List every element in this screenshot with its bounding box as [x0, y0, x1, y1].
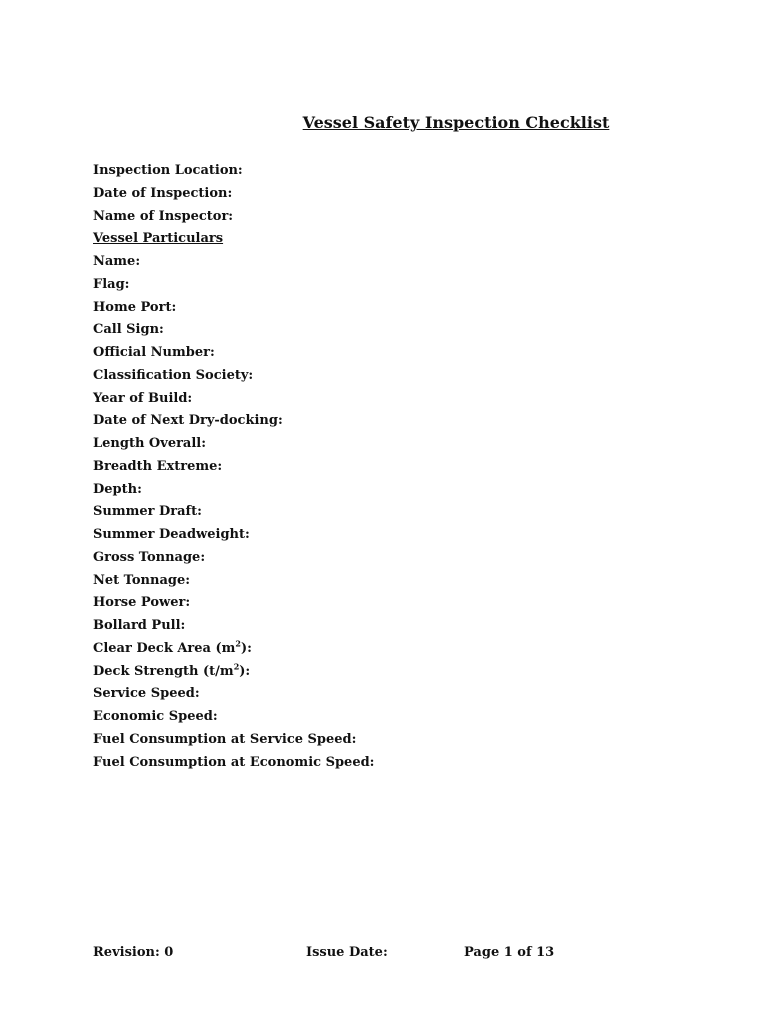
- particular-flag: Flag:: [93, 276, 130, 292]
- particular-name: Name:: [93, 254, 141, 270]
- particular-depth: Depth:: [93, 481, 142, 497]
- page-footer: [0, 945, 768, 967]
- particular-year-of-build: Year of Build:: [93, 390, 193, 406]
- particular-gross-tonnage: Gross Tonnage:: [93, 549, 206, 565]
- particular-call-sign: Call Sign:: [93, 322, 164, 338]
- inspection-fields: [93, 160, 374, 774]
- particular-fuel-economic-speed: Fuel Consumption at Economic Speed:: [93, 754, 375, 770]
- vessel-particulars-list: [93, 251, 374, 774]
- particular-clear-deck-area: Clear Deck Area $(m^2)$:: [93, 638, 252, 656]
- particular-service-speed: Service Speed:: [93, 686, 200, 702]
- particular-length-overall: Length Overall:: [93, 436, 207, 452]
- name-of-inspector-label: Name of Inspector:: [93, 208, 234, 224]
- vessel-particulars-heading: Vessel Particulars: [93, 231, 224, 247]
- inspection-location-label: Inspection Location:: [93, 163, 243, 178]
- particular-summer-draft: Summer Draft:: [93, 504, 202, 520]
- particular-fuel-service-speed: Fuel Consumption at Service Speed:: [93, 731, 357, 747]
- particular-economic-speed: Economic Speed:: [93, 709, 218, 725]
- revision-label: Revision: 0: [93, 945, 174, 960]
- issue-date-label: Issue Date:: [306, 945, 388, 960]
- particular-bollard-pull: Bollard Pull:: [93, 618, 186, 634]
- particular-official-number: Official Number:: [93, 345, 215, 361]
- particular-classification-society: Classification Society:: [93, 367, 254, 383]
- particular-net-tonnage: Net Tonnage:: [93, 572, 191, 588]
- particular-breadth-extreme: Breadth Extreme:: [93, 458, 223, 474]
- particular-home-port: Home Port:: [93, 299, 177, 315]
- document-title: Vessel Safety Inspection Checklist: [302, 113, 610, 132]
- particular-summer-deadweight: Summer Deadweight:: [93, 527, 250, 543]
- particular-deck-strength: Deck Strength $(t/m^2)$:: [93, 661, 251, 679]
- particular-next-dry-docking: Date of Next Dry-docking:: [93, 413, 283, 429]
- particular-horse-power: Horse Power:: [93, 595, 191, 611]
- page-number: Page 1 of 13: [464, 945, 555, 960]
- date-of-inspection-label: Date of Inspection:: [93, 185, 233, 201]
